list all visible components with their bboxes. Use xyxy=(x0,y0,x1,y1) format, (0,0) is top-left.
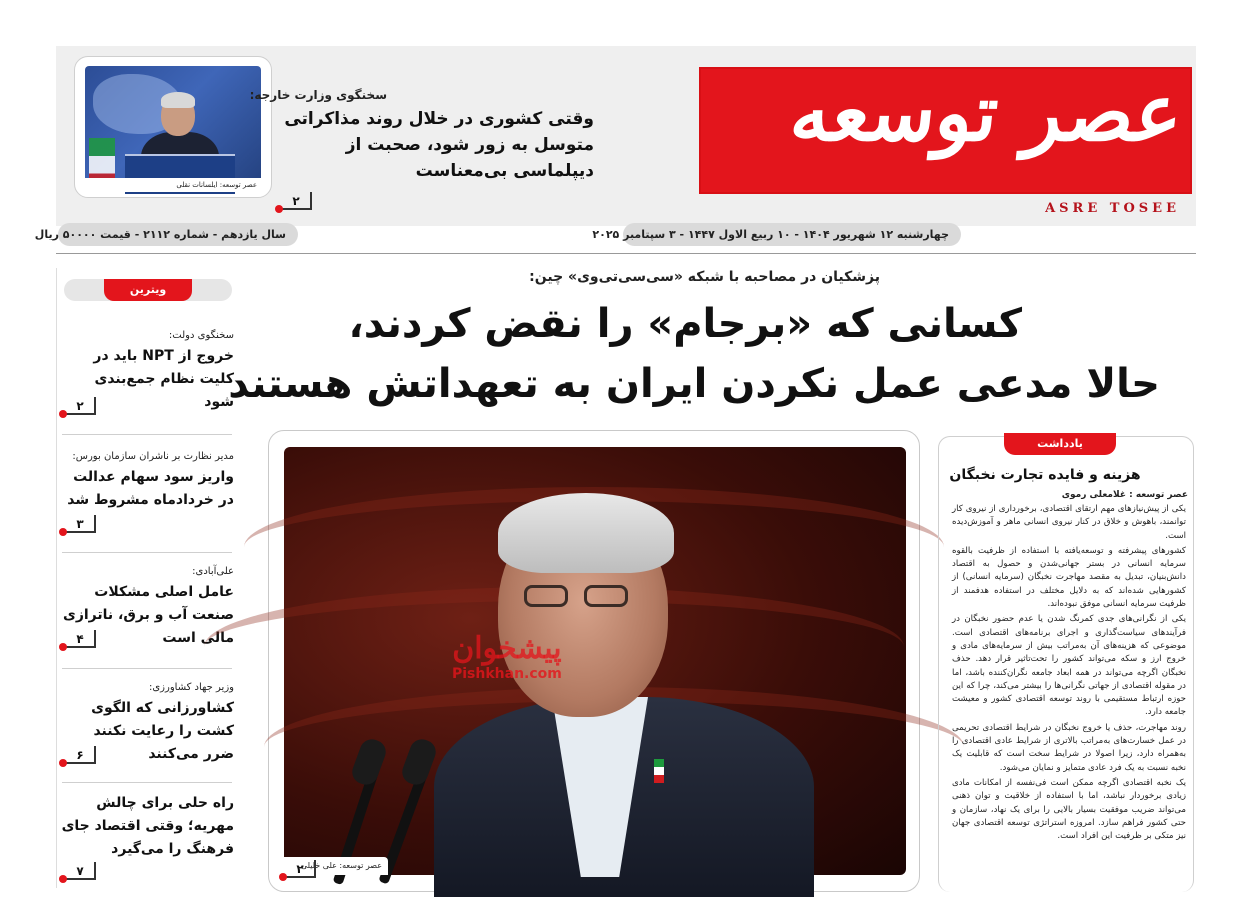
showcase-divider xyxy=(62,782,232,783)
spokesman-hair xyxy=(161,92,195,108)
red-dot-icon xyxy=(59,410,67,418)
red-dot-icon xyxy=(59,643,67,651)
masthead-divider xyxy=(56,253,1196,254)
page-number-tag[interactable] xyxy=(282,192,312,210)
page-number: ۲ xyxy=(76,399,84,413)
teaser-kicker: سخنگوی وزارت خارجه: xyxy=(249,88,387,102)
teaser-photo[interactable] xyxy=(85,66,261,192)
note-author: عصر توسعه : غلامعلی رموی xyxy=(1061,490,1188,500)
lead-headline-line-2[interactable]: حالا مدعی عمل نکردن ایران به تعهداتش هستند xyxy=(228,361,1160,407)
page-number-tag[interactable] xyxy=(66,397,96,415)
note-paragraph: یکی از پیش‌نیازهای مهم ارتقای اقتصادی، برخورداری از نیروی کار توانمند، باهوش و خلاق در کنار نیروی انسانی ماهر و آموزش‌دیده است. xyxy=(952,504,1186,541)
note-paragraph: یکی از نگرانی‌های جدی کمرنگ شدن یا عدم حضور نخبگان در فرآیندهای سیاست‌گذاری و اجرای برنامه‌های اقتصادی است. موضوعی که هزینه‌های آن به‌مراتب بیش از سرمایه‌های مادی و خروج ارز و سکه می‌تواند کشور را تحت‌تاثیر قرار دهد. حذف نخبگان اگرچه می‌تواند در همه ابعاد جامعه نگران‌کننده باشد، اما در مقوله اقتصادی از جهاتی نگرانی‌ها را بیشتر می‌کند، چرا که این حوزه ارتباط مستقیمی با روند توسعه اقتصادی کشور و معیشت جامعه دارد. xyxy=(952,614,1186,718)
showcase-divider xyxy=(62,434,232,435)
teaser-photo-caption: عصر توسعه: ایلسانات نقلی xyxy=(85,178,261,192)
note-paragraph: یک نخبه اقتصادی اگرچه ممکن است فی‌نفسه از امکانات مادی زیادی برخوردار نباشد، اما با استفاده از خلاقیت و توان ذهنی می‌تواند ضریب موفقیت بسیار بالایی را برای یک نهاد، سازمان و حتی کشور فراهم سازد. امروزه استراتژی توسعه اقتصادی جهان نیز متکی بر ظرفیت این افراد است. xyxy=(952,777,1186,842)
logo-text: عصر توسعه xyxy=(786,68,1187,159)
showcase-title: کشاورزانی که الگوی کشت را رعایت نکنند ضرر می‌کنند xyxy=(91,700,234,762)
lead-kicker: پزشکیان در مصاحبه با شبکه «سی‌سی‌تی‌وی» چین: xyxy=(529,269,880,285)
lead-headline-line-1[interactable]: کسانی که «برجام» را نقض کردند، xyxy=(348,301,1022,347)
watermark-fa: پیشخوان xyxy=(452,631,562,666)
showcase-kicker: سخنگوی دولت: xyxy=(168,330,234,341)
red-dot-icon xyxy=(275,205,283,213)
showcase-title: واریز سود سهام عدالت در خردادماه مشروط شد xyxy=(67,469,234,508)
page-number: ۷ xyxy=(76,864,84,878)
page-number: ۲ xyxy=(296,862,304,876)
glasses-left xyxy=(524,585,568,607)
red-dot-icon xyxy=(59,875,67,883)
showcase-kicker: مدیر نظارت بر ناشران سازمان بورس: xyxy=(72,451,234,462)
note-paragraph: روند مهاجرت، حذف یا خروج نخبگان در شرایط اقتصادی تحریمی در عمل خسارت‌های به‌مراتب بالاتری از شرایط عادی اقتصادی را به‌همراه دارد، زیرا اصولا در شرایط سخت است که قابلیت یک نخبه نسبت به یک فرد عادی متمایز و نمایان می‌شود. xyxy=(952,722,1186,773)
note-title[interactable]: هزینه و فایده تجارت نخبگان xyxy=(949,467,1141,483)
note-paragraph: کشورهای پیشرفته و توسعه‌یافته با استفاده از ظرفیت بالقوه سرمایه انسانی در بستر جهانی‌شدن و حصول به اقتصاد دانش‌بنیان، تبدیل به مقصد مهاجرت نخبگان (سرمایه انسانی) از کشورهایی شده‌اند که به دلایل مختلف در استفاده هدفمند از ظرفیت سرمایه انسانی موفق نبوده‌اند. xyxy=(952,545,1186,610)
glasses-right xyxy=(584,585,628,607)
page-number: ۶ xyxy=(76,748,84,762)
page-number: ۳ xyxy=(76,517,84,531)
red-dot-icon xyxy=(59,759,67,767)
showcase-kicker: علی‌آبادی: xyxy=(192,566,234,577)
showcase-kicker: وزیر جهاد کشاورزی: xyxy=(148,682,234,693)
teaser-title[interactable]: وقتی کشوری در خلال روند مذاکراتی متوسل به زور شود، صحبت از دیپلماسی بی‌معناست xyxy=(284,109,594,181)
page-number: ۲ xyxy=(292,194,300,208)
logo-latin: ASRE TOSEE xyxy=(1045,201,1180,216)
showcase-title: عامل اصلی مشکلات صنعت آب و برق، ناترازی مالی است xyxy=(62,584,234,646)
red-dot-icon xyxy=(59,528,67,536)
showcase-title: خروج از NPT باید در کلیت نظام جمع‌بندی شود xyxy=(93,348,234,410)
date-line: چهارشنبه ۱۲ شهریور ۱۴۰۴ - ۱۰ ربیع الاول ۱۴۴۷ - ۳ سپتامبر ۲۰۲۵ xyxy=(623,223,961,246)
lead-photo[interactable] xyxy=(284,447,906,875)
issue-line: سال یازدهم - شماره ۲۱۱۲ - قیمت ۵۰۰۰۰ ریال xyxy=(58,223,298,246)
showcase-title: راه حلی برای چالش مهریه؛ وقتی اقتصاد جای فرهنگ را می‌گیرد xyxy=(61,795,234,857)
note-tab: یادداشت xyxy=(1004,433,1116,455)
page-number-tag[interactable] xyxy=(66,630,96,648)
newspaper-logo[interactable] xyxy=(699,67,1192,194)
page-number-tag[interactable] xyxy=(66,862,96,880)
president-hair xyxy=(498,493,674,573)
pishkhan-watermark xyxy=(452,632,562,682)
showcase-item[interactable] xyxy=(60,792,234,861)
page-number: ۴ xyxy=(76,632,84,646)
red-dot-icon xyxy=(279,873,287,881)
page-number-tag[interactable] xyxy=(66,746,96,764)
watermark-en: Pishkhan.com xyxy=(452,666,562,682)
flag-pin-icon xyxy=(654,759,664,783)
showcase-divider xyxy=(62,668,232,669)
showcase-item[interactable] xyxy=(60,451,234,512)
page-number-tag[interactable] xyxy=(66,515,96,533)
lead-photo-caption: عصر توسعه: علی خلیلی xyxy=(284,857,388,875)
page-number-tag[interactable] xyxy=(286,860,316,878)
showcase-header: ویترین xyxy=(104,279,192,301)
showcase-divider xyxy=(62,552,232,553)
note-body xyxy=(952,503,1186,889)
